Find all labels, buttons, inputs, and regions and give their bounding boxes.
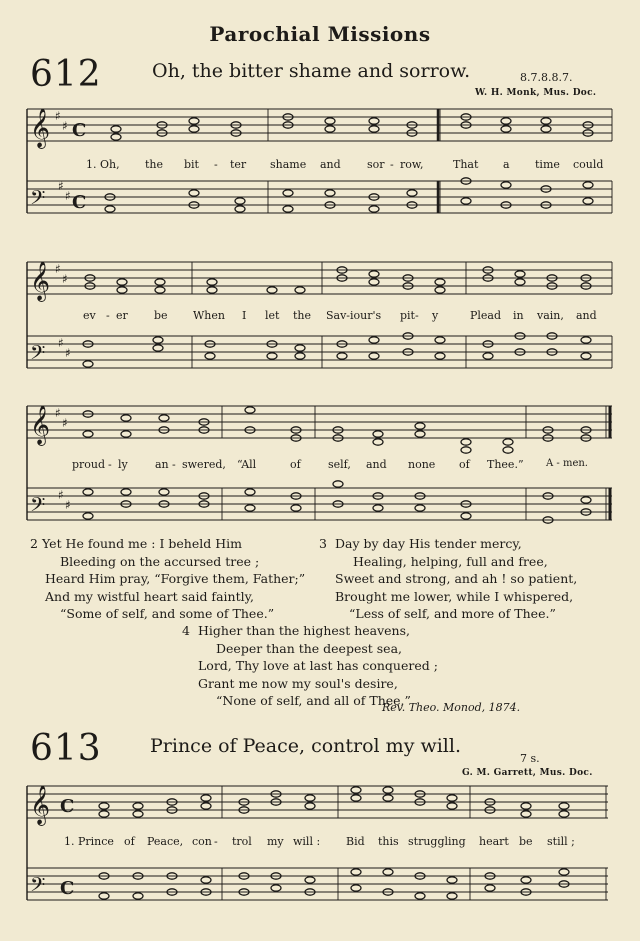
svg-text:𝄢: 𝄢	[30, 493, 46, 521]
svg-text:♯: ♯	[55, 262, 61, 276]
svg-text:♯: ♯	[65, 498, 71, 512]
meter: 8.7.8.8.7.	[520, 71, 573, 84]
svg-text:𝄢: 𝄢	[30, 186, 46, 214]
syllable: -	[106, 309, 110, 322]
syllable: ter	[230, 158, 247, 171]
svg-text:♯: ♯	[55, 109, 61, 123]
syllable: will :	[293, 835, 321, 848]
verse-line: “Some of self, and some of Thee.”	[60, 606, 275, 621]
syllable: still ;	[547, 835, 575, 848]
svg-text:♯: ♯	[62, 119, 68, 133]
verse-line: “None of self, and all of Thee.”	[216, 693, 411, 708]
syllable: this	[378, 835, 399, 848]
syllable: of	[290, 458, 301, 471]
verse-number: 4	[182, 623, 190, 638]
syllable: a	[503, 158, 510, 171]
verse-line: Deeper than the deepest sea,	[216, 640, 403, 656]
svg-text:C: C	[72, 120, 87, 141]
svg-text:𝄞: 𝄞	[30, 261, 51, 301]
syllable: row,	[400, 158, 424, 171]
hymn-title: Oh, the bitter shame and sorrow.	[152, 60, 471, 82]
syllable: my	[267, 835, 284, 848]
lyrics-line-1	[0, 158, 640, 172]
syllable: be	[154, 309, 168, 322]
svg-text:𝄞: 𝄞	[30, 785, 51, 825]
svg-text:♯: ♯	[58, 179, 64, 193]
syllable: proud	[72, 458, 106, 471]
syllable: Thee.”	[487, 458, 524, 471]
syllable: -	[415, 309, 419, 322]
syllable: let	[265, 309, 280, 322]
lyrics-line-3	[0, 458, 640, 472]
syllable: heart	[479, 835, 509, 848]
syllable: pit	[400, 309, 415, 322]
verse-line: Grant me now my soul's desire,	[198, 675, 398, 691]
syllable: -	[108, 458, 112, 471]
syllable: and	[366, 458, 387, 471]
verse-2	[30, 535, 306, 623]
syllable: could	[573, 158, 604, 171]
verse-line: Sweet and strong, and ah ! so patient,	[335, 571, 578, 586]
syllable: -	[214, 158, 218, 171]
verse-line: Bleeding on the accursed tree ;	[60, 553, 260, 569]
syllable: of	[124, 835, 135, 848]
syllable: bit	[184, 158, 199, 171]
syllable: in	[513, 309, 524, 322]
svg-text:♯: ♯	[62, 272, 68, 286]
syllable: -	[172, 458, 176, 471]
syllable: the	[293, 309, 312, 322]
verse-line: Higher than the highest heavens,	[198, 623, 410, 638]
lyrics-line-613	[0, 835, 640, 849]
syllable: none	[408, 458, 436, 471]
hymn-number: 613	[30, 728, 102, 769]
syllable: ev	[83, 309, 96, 322]
syllable: That	[453, 158, 479, 171]
syllable: Peace,	[147, 835, 184, 848]
syllable: A - men.	[546, 458, 588, 469]
hymn-title: Prince of Peace, control my will.	[150, 735, 461, 757]
syllable: “All	[237, 458, 257, 471]
svg-text:♯: ♯	[58, 336, 64, 350]
hymn-number: 612	[30, 54, 102, 95]
svg-text:C: C	[60, 878, 75, 899]
svg-text:C: C	[72, 192, 87, 213]
verse-line: “Less of self, and more of Thee.”	[349, 606, 556, 621]
syllable: Bid	[346, 835, 365, 848]
svg-text:♯: ♯	[58, 488, 64, 502]
syllable: ly	[118, 458, 128, 471]
author-credit: Rev. Theo. Monod, 1874.	[382, 701, 521, 714]
syllable: Plead	[470, 309, 502, 322]
verse-3	[319, 535, 578, 623]
syllable: y	[432, 309, 439, 322]
svg-text:𝄞: 𝄞	[30, 405, 51, 445]
verse-4	[182, 622, 438, 710]
verse-line: Healing, helping, full and free,	[353, 553, 548, 569]
syllable: er	[116, 309, 128, 322]
syllable: trol	[232, 835, 252, 848]
svg-text:♯: ♯	[65, 189, 71, 203]
svg-text:♯: ♯	[62, 416, 68, 430]
syllable: of	[459, 458, 470, 471]
syllable: -	[390, 158, 394, 171]
syllable: time	[535, 158, 560, 171]
syllable: 1. Oh,	[86, 158, 120, 171]
verse-line: Day by day His tender mercy,	[335, 536, 522, 551]
syllable: an	[155, 458, 169, 471]
syllable: be	[519, 835, 533, 848]
svg-text:𝄞: 𝄞	[30, 108, 51, 148]
syllable: shame	[270, 158, 307, 171]
svg-text:♯: ♯	[55, 406, 61, 420]
section-title: Parochial Missions	[209, 22, 431, 46]
syllable: struggling	[408, 835, 466, 848]
lyrics-line-2	[0, 309, 640, 323]
composer: G. M. Garrett, Mus. Doc.	[462, 768, 593, 778]
svg-text:♯: ♯	[65, 346, 71, 360]
syllable: swered,	[182, 458, 226, 471]
svg-text:𝄢: 𝄢	[30, 341, 46, 369]
syllable: and	[320, 158, 341, 171]
syllable: vain,	[537, 309, 564, 322]
verse-line: Heard Him pray, “Forgive them, Father;”	[45, 571, 306, 586]
syllable: I	[242, 309, 247, 322]
syllable: the	[145, 158, 164, 171]
verse-line: And my wistful heart said faintly,	[45, 588, 254, 604]
meter: 7 s.	[520, 752, 540, 765]
syllable: -	[214, 835, 218, 848]
composer: W. H. Monk, Mus. Doc.	[475, 88, 597, 98]
verse-number: 3	[319, 536, 327, 551]
verse-line: Brought me lower, while I whispered,	[335, 588, 574, 604]
staff-lines	[27, 109, 612, 900]
svg-text:𝄢: 𝄢	[30, 873, 46, 901]
verse-number: 2	[30, 536, 38, 551]
syllable: Sav-iour's	[326, 309, 382, 322]
syllable: When	[193, 309, 225, 322]
syllable: self,	[328, 458, 351, 471]
syllable: 1. Prince	[64, 835, 114, 848]
verse-line: Lord, Thy love at last has conquered ;	[198, 658, 438, 673]
syllable: con	[192, 835, 212, 848]
svg-text:C: C	[60, 796, 75, 817]
syllable: and	[576, 309, 597, 322]
verse-line: Yet He found me : I beheld Him	[42, 536, 242, 551]
syllable: sor	[367, 158, 385, 171]
